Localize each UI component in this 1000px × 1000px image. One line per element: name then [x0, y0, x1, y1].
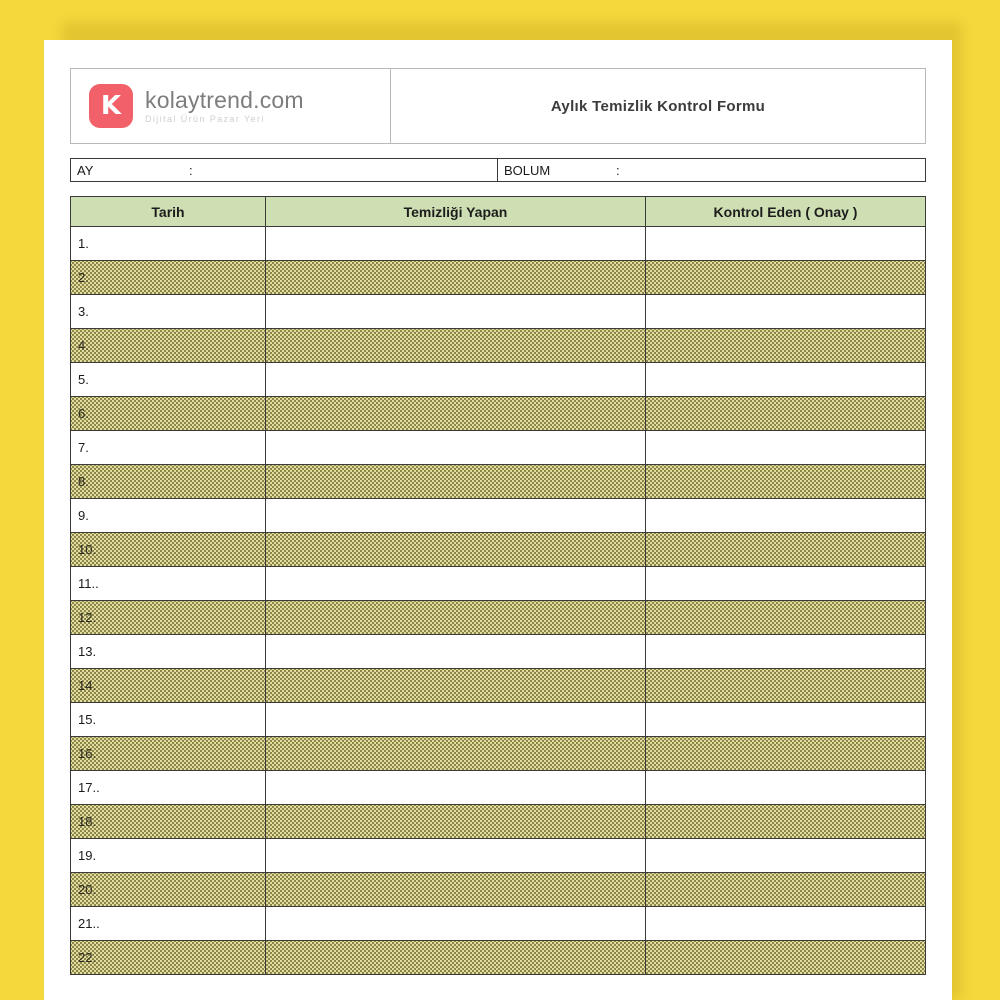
cell-date: 4. — [71, 329, 266, 362]
cell-performed-by[interactable] — [266, 839, 646, 872]
cell-date: 3. — [71, 295, 266, 328]
cell-performed-by[interactable] — [266, 261, 646, 294]
cell-approved-by[interactable] — [646, 533, 925, 566]
cell-approved-by[interactable] — [646, 941, 925, 974]
table-row[interactable] — [71, 431, 925, 465]
cell-approved-by[interactable] — [646, 771, 925, 804]
cell-approved-by[interactable] — [646, 839, 925, 872]
cell-date: 18. — [71, 805, 266, 838]
table-row[interactable] — [71, 839, 925, 873]
cell-performed-by[interactable] — [266, 533, 646, 566]
section-colon: : — [616, 162, 620, 178]
table-body — [71, 227, 925, 975]
brand-name: kolaytrend.com — [145, 86, 304, 113]
cell-date: 12. — [71, 601, 266, 634]
cell-approved-by[interactable] — [646, 295, 925, 328]
cell-date: 9. — [71, 499, 266, 532]
cell-performed-by[interactable] — [266, 941, 646, 974]
cell-performed-by[interactable] — [266, 907, 646, 940]
month-label: AY — [77, 162, 94, 178]
cell-approved-by[interactable] — [646, 805, 925, 838]
cell-approved-by[interactable] — [646, 499, 925, 532]
table-row[interactable] — [71, 737, 925, 771]
cell-performed-by[interactable] — [266, 601, 646, 634]
cell-performed-by[interactable] — [266, 567, 646, 600]
section-label: BOLUM — [504, 162, 551, 178]
table-row[interactable] — [71, 703, 925, 737]
cell-performed-by[interactable] — [266, 499, 646, 532]
cell-approved-by[interactable] — [646, 363, 925, 396]
cell-performed-by[interactable] — [266, 805, 646, 838]
cell-approved-by[interactable] — [646, 635, 925, 668]
cell-date: 15. — [71, 703, 266, 736]
cell-date: 22. — [71, 941, 266, 974]
cell-date: 14. — [71, 669, 266, 702]
brand-text — [145, 88, 304, 125]
table-row[interactable] — [71, 329, 925, 363]
cell-performed-by[interactable] — [266, 431, 646, 464]
form-title-cell — [391, 69, 925, 143]
table-row[interactable] — [71, 907, 925, 941]
cell-date: 8. — [71, 465, 266, 498]
cell-performed-by[interactable] — [266, 771, 646, 804]
brand-logo-icon: K — [89, 84, 133, 128]
table-header-row — [71, 197, 925, 227]
column-header-performed-by: Temizliği Yapan — [266, 197, 646, 226]
table-row[interactable] — [71, 465, 925, 499]
column-header-approved-by: Kontrol Eden ( Onay ) — [713, 203, 858, 220]
cell-date: 5. — [71, 363, 266, 396]
cell-date: 11.. — [71, 567, 266, 600]
cell-approved-by[interactable] — [646, 703, 925, 736]
page-title: Aylık Temizlik Kontrol Formu — [550, 97, 766, 115]
table-row[interactable] — [71, 295, 925, 329]
cell-approved-by[interactable] — [646, 737, 925, 770]
table-row[interactable] — [71, 227, 925, 261]
table-row[interactable] — [71, 635, 925, 669]
cell-date: 2. — [71, 261, 266, 294]
table-row[interactable] — [71, 601, 925, 635]
table-row[interactable] — [71, 397, 925, 431]
cell-date: 20. — [71, 873, 266, 906]
cell-date: 6. — [71, 397, 266, 430]
brand-tagline: Dijital Ürün Pazar Yeri — [145, 113, 265, 124]
table-row[interactable] — [71, 941, 925, 975]
cell-approved-by[interactable] — [646, 669, 925, 702]
cell-performed-by[interactable] — [266, 397, 646, 430]
cell-performed-by[interactable] — [266, 873, 646, 906]
cell-date: 16. — [71, 737, 266, 770]
cell-approved-by[interactable] — [646, 261, 925, 294]
cell-approved-by[interactable] — [646, 907, 925, 940]
section-field[interactable] — [498, 159, 925, 181]
form-sheet — [44, 40, 952, 1000]
table-row[interactable] — [71, 533, 925, 567]
table-row[interactable] — [71, 771, 925, 805]
cell-performed-by[interactable] — [266, 363, 646, 396]
cell-approved-by[interactable] — [646, 329, 925, 362]
table-row[interactable] — [71, 669, 925, 703]
cell-performed-by[interactable] — [266, 465, 646, 498]
cell-date: 7. — [71, 431, 266, 464]
cell-approved-by[interactable] — [646, 431, 925, 464]
cleaning-log-table — [70, 196, 926, 975]
cell-date: 1. — [71, 227, 266, 260]
meta-row — [70, 158, 926, 182]
cell-approved-by[interactable] — [646, 567, 925, 600]
table-row[interactable] — [71, 363, 925, 397]
table-row[interactable] — [71, 567, 925, 601]
table-row[interactable] — [71, 873, 925, 907]
table-row[interactable] — [71, 805, 925, 839]
cell-date: 17.. — [71, 771, 266, 804]
cell-date: 13. — [71, 635, 266, 668]
table-row[interactable] — [71, 499, 925, 533]
cell-performed-by[interactable] — [266, 703, 646, 736]
cell-performed-by[interactable] — [266, 737, 646, 770]
form-header — [70, 68, 926, 144]
cell-date: 10. — [71, 533, 266, 566]
cell-performed-by[interactable] — [266, 329, 646, 362]
cell-performed-by[interactable] — [266, 635, 646, 668]
cell-approved-by[interactable] — [646, 601, 925, 634]
cell-approved-by[interactable] — [646, 873, 925, 906]
cell-approved-by[interactable] — [646, 397, 925, 430]
brand-block — [71, 69, 391, 143]
cell-performed-by[interactable] — [266, 295, 646, 328]
month-colon: : — [189, 162, 193, 178]
cell-performed-by[interactable] — [266, 669, 646, 702]
month-field[interactable] — [71, 159, 498, 181]
cell-performed-by[interactable] — [266, 227, 646, 260]
cell-date: 19. — [71, 839, 266, 872]
cell-approved-by[interactable] — [646, 465, 925, 498]
table-row[interactable] — [71, 261, 925, 295]
cell-date: 21.. — [71, 907, 266, 940]
cell-approved-by[interactable] — [646, 227, 925, 260]
column-header-date: Tarih — [71, 197, 266, 226]
